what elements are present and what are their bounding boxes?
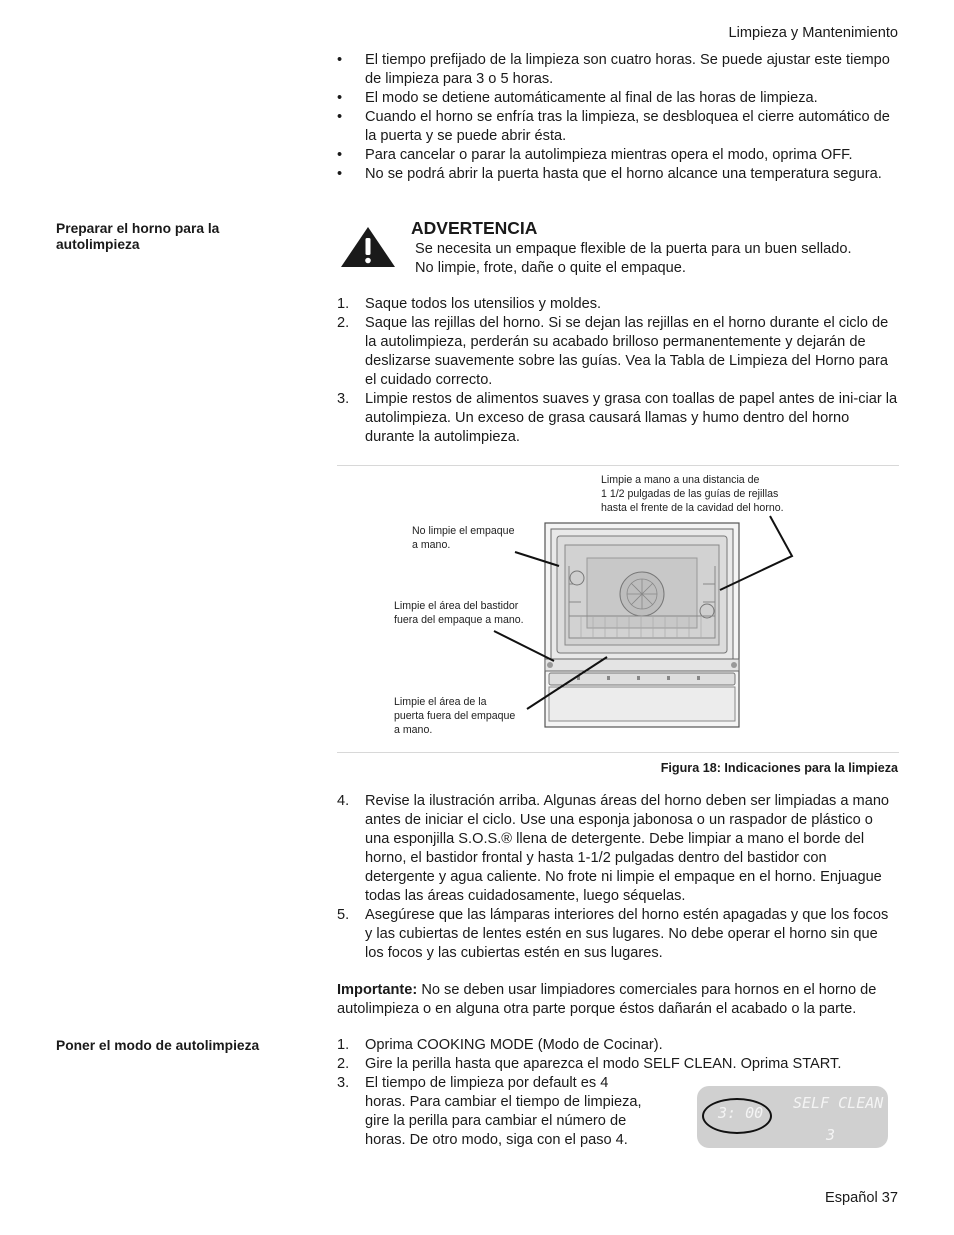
figure-caption: Figura 18: Indicaciones para la limpieza [660,761,898,775]
bullet-text: El tiempo prefijado de la limpieza son cuatro horas. Se puede ajustar este tiempo de limpieza para 3 o 5 horas. [365,52,890,87]
figure-bottom-rule [337,752,899,753]
important-text: No se deben usar limpiadores comerciales para hornos en el horno de autolimpieza o en alguna otra parte porque éstos dañarán el acabado o la parte. [337,982,877,1017]
bullet-text: Para cancelar o parar la autolimpieza mientras opera el modo, oprima OFF. [365,147,853,163]
step-item [337,1036,899,1055]
step-item [337,390,899,447]
bullet-item [337,108,899,146]
step-number: 3. [337,391,350,407]
step-text: Saque todos los utensilios y moldes. [365,296,602,312]
section-heading-self-clean: Poner el modo de autolimpieza [56,1038,260,1053]
oven-illustration [337,466,899,752]
page-number: Español 37 [824,1190,898,1206]
bullet-marker: • [337,147,343,163]
step-item [337,1055,899,1074]
warning-line-1: Se necesita un empaque flexible de la puerta para un buen sellado. [415,241,852,257]
bullet-text: No se podrá abrir la puerta hasta que el horno alcance una temperatura segura. [365,166,882,182]
step-text: Saque las rejillas del horno. Si se dejan las rejillas en el horno durante el ciclo de la autolimpieza, perderán su acabado brilloso permanentemente y dejarán de deslizarse suavemente sobre las guías. Vea la Tabla de Limpieza del Horno para el cuidado correcto. [365,315,889,388]
bullet-marker: • [337,90,343,106]
step-text: Asegúrese que las lámparas interiores del horno estén apagadas y que los focos y las cubiertas de lentes estén en sus lugares. No debe operar el horno sin que los focos y las cubiertas estén en sus lugares. [365,907,889,961]
callout-gasket: No limpie el empaque a mano. [412,525,515,551]
bullet-item [337,165,899,184]
display-hours: 3 [826,1126,836,1144]
info-bullet-list [337,51,899,184]
bullet-item [337,146,899,165]
step-number: 2. [337,315,350,331]
important-note [337,981,899,1019]
bullet-item [337,51,899,89]
steps-prepare-list [337,295,899,447]
step-text: Oprima COOKING MODE (Modo de Cocinar). [365,1037,663,1053]
bullet-marker: • [337,109,343,125]
oven-display [697,1086,888,1148]
callout-rack-guides: Limpie a mano a una distancia de 1 1/2 pulgadas de las guías de rejillas hasta el frente de la cavidad del horno. [601,474,784,514]
bullet-item [337,89,899,108]
steps-clean-list [337,792,899,963]
step-item [337,906,899,963]
step-number: 5. [337,907,350,923]
steps-self-clean-list [337,1036,899,1074]
step-self-clean-3: 3. El tiempo de limpieza por default es 4 horas. Para cambiar el tiempo de limpieza, gire la perilla para cambiar el número de horas. De otro modo, siga con el paso 4. [337,1075,642,1148]
step-text: Revise la ilustración arriba. Algunas áreas del horno deben ser limpiadas a mano antes de iniciar el ciclo. Use una esponja jabonosa o un raspador de plástico o una esponjilla S.O.S.® llena de detergente. Debe limpiar a mano el borde del horno, el bastidor frontal y hasta 1-1/2 pulgadas dentro del bastidor con detergente y agua caliente. No frote ni limpie el empaque en el horno. Enjuague todas las áreas cuidadosamente, luego séquelas. [365,793,890,904]
display-mode: SELF CLEAN [793,1094,884,1112]
warning-title: ADVERTENCIA [411,218,538,238]
important-label: Importante: [337,982,418,998]
bullet-marker: • [337,52,343,68]
warning-line-2: No limpie, frote, dañe o quite el empaque. [415,260,686,276]
step-text: Limpie restos de alimentos suaves y grasa con toallas de papel antes de ini-ciar la autolimpieza. Un exceso de grasa causará llamas y humo dentro del horno durante la autolimpieza. [365,391,898,445]
bullet-text: El modo se detiene automáticamente al final de las horas de limpieza. [365,90,818,106]
callout-door: Limpie el área de la puerta fuera del empaque a mano. [394,696,516,736]
step-number: 1. [337,296,350,312]
step-item [337,295,899,314]
warning-icon [339,225,399,270]
step-number: 3. [337,1075,350,1091]
section-heading-prepare: Preparar el horno para la autolimpieza [56,221,220,252]
warning-text [415,240,899,278]
step-number: 1. [337,1037,350,1053]
step-item [337,314,899,390]
page-header: Limpieza y Mantenimiento [728,25,898,41]
callout-frame: Limpie el área del bastidor fuera del empaque a mano. [394,600,524,626]
bullet-text: Cuando el horno se enfría tras la limpieza, se desbloquea el cierre automático de la puerta y se puede abrir ésta. [365,109,890,144]
bullet-marker: • [337,166,343,182]
step-number: 4. [337,793,350,809]
step-text: Gire la perilla hasta que aparezca el modo SELF CLEAN. Oprima START. [365,1056,842,1072]
step-item [337,792,899,906]
step-number: 2. [337,1056,350,1072]
display-time: 3: 00 [718,1104,764,1122]
